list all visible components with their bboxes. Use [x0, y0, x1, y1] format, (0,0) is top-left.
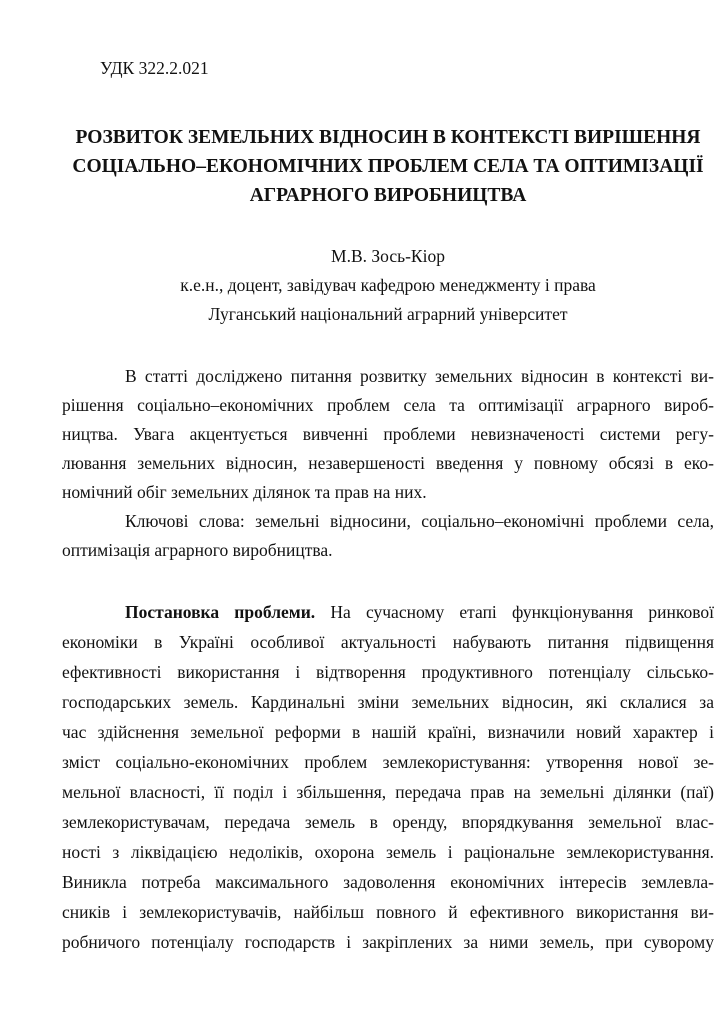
body-paragraph	[62, 597, 714, 957]
text-line: господарських земель. Кардинальні зміни земельних відносин, які склалися за	[62, 692, 714, 712]
text-line: ності з ліквідацією недоліків, охорона земель і раціональне землекористування.	[62, 842, 714, 862]
text-line: В статті досліджено питання розвитку земельних відносин в контексті ви-	[125, 366, 714, 386]
author-position: к.е.н., доцент, завідувач кафедрою менеджменту і права	[180, 275, 596, 295]
text-line: зміст соціально-економічних проблем землекористування: утворення нової зе-	[62, 752, 714, 772]
text-line: РОЗВИТОК ЗЕМЕЛЬНИХ ВІДНОСИН В КОНТЕКСТІ ВИРІШЕННЯ	[75, 127, 701, 148]
text-line: оптимізація аграрного виробництва.	[62, 540, 333, 560]
udc-code: УДК 322.2.021	[100, 58, 209, 78]
text-line: СОЦІАЛЬНО–ЕКОНОМІЧНИХ ПРОБЛЕМ СЕЛА ТА ОПТИМІЗАЦІЇ	[72, 156, 704, 177]
text-line: Виникла потреба максимального задоволення економічних інтересів землевла-	[62, 872, 714, 892]
author-affiliation: Луганський національний аграрний університет	[208, 304, 568, 324]
text-line: рішення соціально–економічних проблем села та оптимізації аграрного вироб-	[62, 395, 714, 415]
text-line: Постановка проблеми. На сучасному етапі функціонування ринкової	[125, 602, 714, 622]
text-line: мельної власності, її поділ і збільшення, передача прав на земельні ділянки (паї)	[62, 782, 714, 802]
text-line: АГРАРНОГО ВИРОБНИЦТВА	[249, 185, 527, 206]
text-line: робничого потенціалу господарств і закріплених за ними земель, при суворому	[62, 932, 714, 952]
text-line: час здійснення земельної реформи в нашій країні, визначили новий характер і	[62, 722, 714, 742]
author-name: М.В. Зось-Кіор	[331, 246, 445, 266]
author-block	[62, 242, 714, 329]
abstract-paragraph	[62, 362, 714, 507]
text-line: землекористувачам, передача земель в оренду, впорядкування земельної влас-	[62, 812, 714, 832]
text-line: економіки в Україні особливої актуальності набувають питання підвищення	[62, 632, 714, 652]
text-line: номічний обіг земельних ділянок та прав на них.	[62, 482, 427, 502]
text-line: ефективності використання і відтворення продуктивного потенціалу сільсько-	[62, 662, 714, 682]
text-line: сників і землекористувачів, найбільш повного й ефективного використання ви-	[62, 902, 714, 922]
text-line: Ключові слова: земельні відносини, соціально–економічні проблеми села,	[125, 511, 714, 531]
article-title	[62, 123, 714, 210]
text-line: лювання земельних відносин, незавершеності введення у повному обсязі в еко-	[62, 453, 714, 473]
keywords-paragraph	[62, 507, 714, 565]
bold-lead-in: Постановка проблеми.	[125, 602, 316, 622]
text-line: ництва. Увага акцентується вивченні проблеми невизначеності системи регу-	[62, 424, 714, 444]
